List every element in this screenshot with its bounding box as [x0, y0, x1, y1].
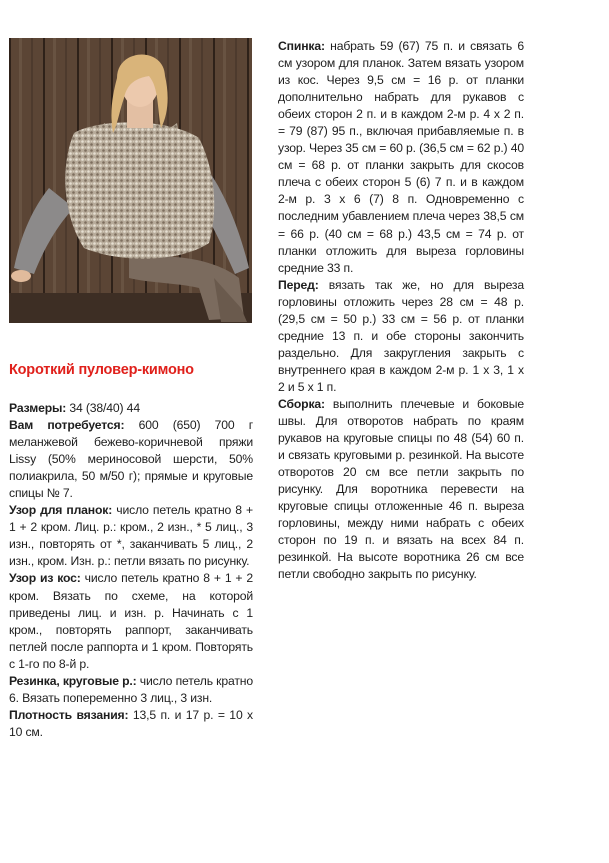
left-column — [9, 400, 253, 741]
section-text: 13,5 п. и 17 р. = 10 х 10 см. — [9, 707, 253, 739]
section-heading: Сборка: — [278, 396, 325, 411]
section-heading: Перед: — [278, 277, 319, 292]
section-materials — [9, 417, 253, 502]
model-photo — [9, 38, 252, 323]
section-text: набрать 59 (67) 75 п. и связать 6 см узором для планок. Затем вязать узором из кос. Через 9,5 см = 16 р. от планки дополнительно набрать для рукавов с обеих сторон 2 п. и в каждом 2-м р. 4 х 2 п. = 79 (87) 95 п., включая прибавляемые п. в узор. Через 35 см = 60 р. (36,5 см = 62 р.) 40 см = 68 р. от планки закрыть для скосов плеча с обеих сторон 5 (6) 7 п. и в каждом 2-м р. 3 х 6 (7) 8 п. Одновременно с последним убавлением плеча через 38,5 см = 66 р. (40 см = 68 р.) 43,5 см = 74 р. от планки отложить для выреза горловины средние 33 п. — [278, 39, 524, 275]
section-text: выполнить плечевые и боковые швы. Для отворотов набрать по краям рукавов на круговые спицы по 48 (54) 60 п. и связать круговыми р. резинкой. На высоте отворотов 20 см все петли закрыть по рисунку. Для воротника перевести на круговые спицы отложенные 46 п. выреза горловины, между ними набрать с обеих сторон по 19 п. и вязать на всех 84 п. резинкой. На высоте воротника 26 см все петли свободно закрыть по рисунку. — [278, 396, 524, 582]
section-sizes — [9, 400, 253, 417]
section-heading: Узор для планок: — [9, 503, 113, 518]
section-text: число петель кратно 6. Вязать попеременно 3 лиц., 3 изн. — [9, 673, 253, 705]
section-heading: Узор из кос: — [9, 571, 81, 586]
article-title: Короткий пуловер-кимоно — [9, 362, 194, 378]
section-heading: Спинка: — [278, 39, 325, 53]
section-heading: Плотность вязания: — [9, 707, 129, 722]
section-cable-pattern — [9, 570, 253, 672]
section-assembly — [278, 396, 524, 584]
section-text: число петель кратно 8 + 1 + 2 кром. Лиц. р.: кром., 2 изн., * 5 лиц., 3 изн., повторять от *, заканчивать 5 лиц., 2 изн., кром. Изн. р.: петли вязать по рисунку. — [9, 503, 253, 569]
woman-in-knitted-kimono-sweater-photo — [9, 38, 252, 323]
section-text: 600 (650) 700 г меланжевой бежево-коричневой пряжи Lissy (50% мериносовой шерсти, 50% полиакрила, 50 м/50 г); прямые и круговые спицы № 7. — [9, 418, 253, 501]
section-ribbing — [9, 673, 253, 707]
section-text: 34 (38/40) 44 — [66, 401, 140, 415]
section-text: вязать так же, но для выреза горловины отложить через 28 см = 48 р. (29,5 см = 50 р.) 33 см = 56 р. от планки средние 13 п. и обе стороны закончить раздельно. Для закругления закрыть с внутреннего края в каждом 2-м р. 1 х 3, 1 х 2 и 5 х 1 п. — [278, 277, 524, 394]
section-gauge — [9, 707, 253, 741]
section-border-pattern — [9, 502, 253, 570]
section-back — [278, 38, 524, 277]
section-text: число петель кратно 8 + 1 + 2 кром. Вязать по схеме, на которой приведены лиц. и изн. р. Начинать с 1 кром., повторять раппорт, заканчивать петлей после раппорта и 1 кром. Повторять с 1-го по 8-й р. — [9, 571, 253, 671]
section-front — [278, 277, 524, 396]
section-heading: Резинка, круговые р.: — [9, 673, 137, 688]
right-column — [278, 38, 524, 584]
section-heading: Размеры: — [9, 401, 67, 415]
section-heading: Вам потребуется: — [9, 418, 125, 433]
